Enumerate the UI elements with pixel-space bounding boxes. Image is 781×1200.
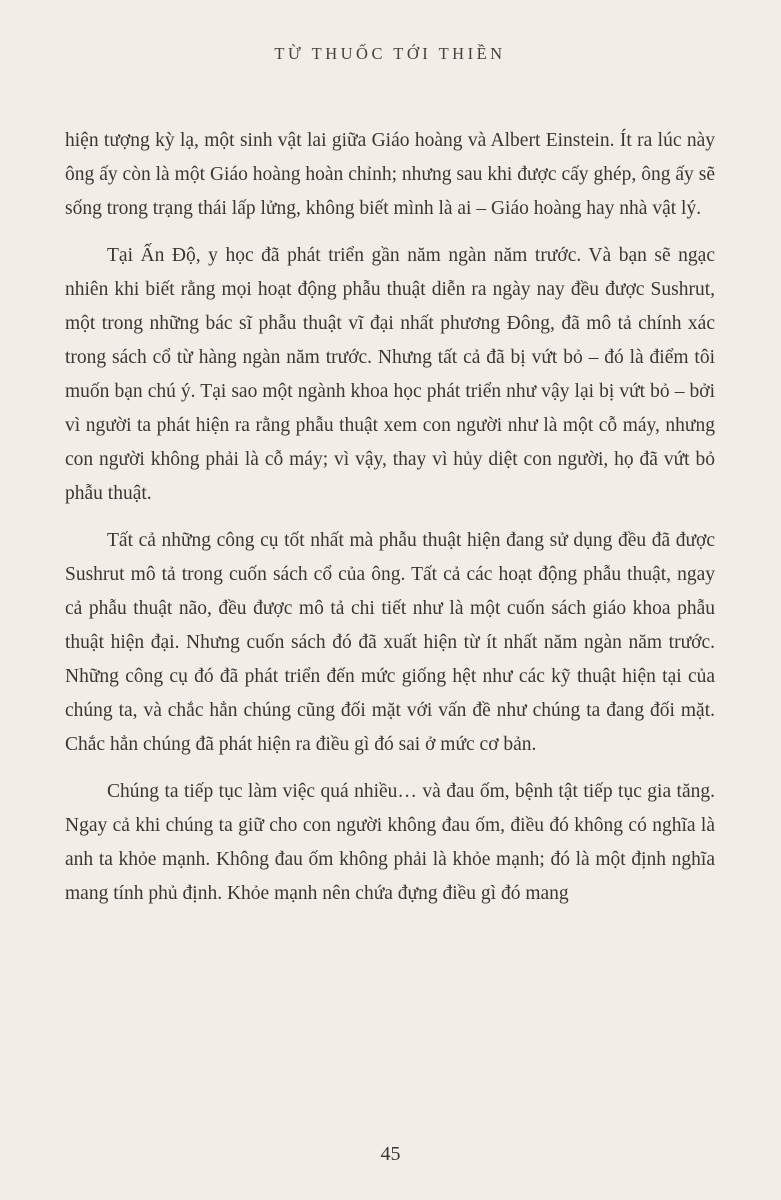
paragraph: hiện tượng kỳ lạ, một sinh vật lai giữa Giáo hoàng và Albert Einstein. Ít ra lúc này ông ấy còn là một Giáo hoàng hoàn chỉnh; nhưng sau khi được cấy ghép, ông ấy sẽ sống trong trạng thái lấp lửng, không biết mình là ai – Giáo hoàng hay nhà vật lý.: [65, 130, 715, 219]
page-number: 45: [380, 1143, 401, 1165]
paragraph: Tất cả những công cụ tốt nhất mà phẫu thuật hiện đang sử dụng đều đã được Sushrut mô tả trong cuốn sách cổ của ông. Tất cả các hoạt động phẫu thuật, ngay cả phẫu thuật não, đều được mô tả chi tiết như là một cuốn sách giáo khoa phẫu thuật hiện đại. Nhưng cuốn sách đó đã xuất hiện từ ít nhất năm ngàn năm trước. Những công cụ đó đã phát triển đến mức giống hệt như các kỹ thuật hiện tại của chúng ta, và chắc hẳn chúng cũng đối mặt với vấn đề như chúng ta đang đối mặt. Chắc hẳn chúng đã phát hiện ra điều gì đó sai ở mức cơ bản.: [65, 530, 715, 755]
paragraph: Chúng ta tiếp tục làm việc quá nhiều… và đau ốm, bệnh tật tiếp tục gia tăng. Ngay cả khi chúng ta giữ cho con người không đau ốm, điều đó không có nghĩa là anh ta khỏe mạnh. Không đau ốm không phải là khỏe mạnh; đó là một định nghĩa mang tính phủ định. Khỏe mạnh nên chứa đựng điều gì đó mang: [65, 781, 715, 904]
page-body: [65, 124, 715, 911]
running-header: TỪ THUỐC TỚI THIỀN: [274, 44, 506, 63]
paragraph: Tại Ấn Độ, y học đã phát triển gần năm ngàn năm trước. Và bạn sẽ ngạc nhiên khi biết rằng mọi hoạt động phẫu thuật diễn ra ngày nay đều được Sushrut, một trong những bác sĩ phẫu thuật vĩ đại nhất phương Đông, đã mô tả chính xác trong sách cổ từ hàng ngàn năm trước. Nhưng tất cả đã bị vứt bỏ – đó là điểm tôi muốn bạn chú ý. Tại sao một ngành khoa học phát triển như vậy lại bị vứt bỏ – bởi vì người ta phát hiện ra rằng phẫu thuật xem con người như là một cỗ máy, nhưng con người không phải là cỗ máy; vì vậy, thay vì hủy diệt con người, họ đã vứt bỏ phẫu thuật.: [65, 245, 715, 504]
